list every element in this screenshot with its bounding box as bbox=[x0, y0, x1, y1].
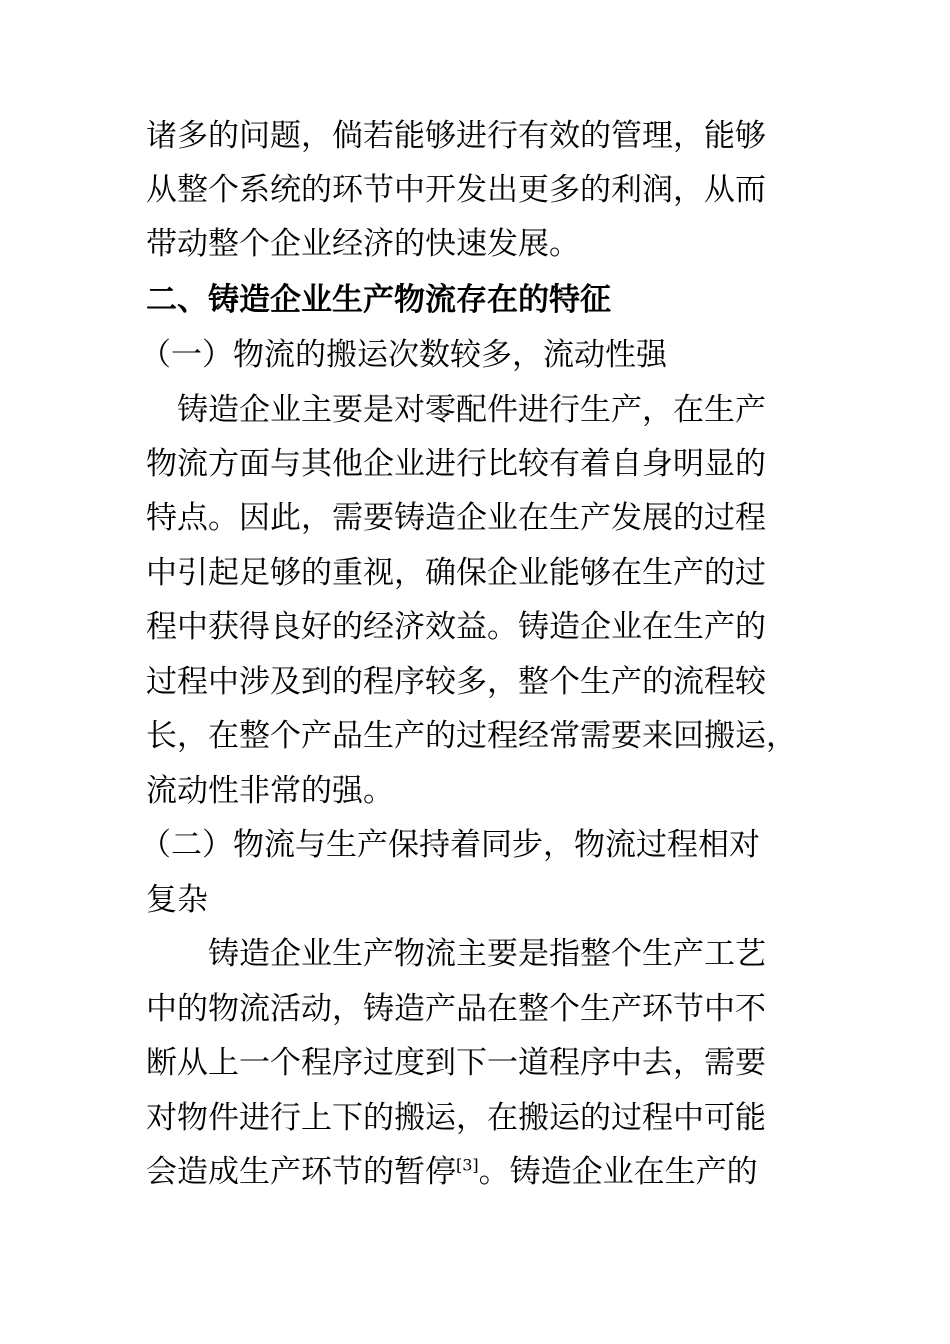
paragraph-line: 特点。因此，需要铸造企业在生产发展的过程 bbox=[146, 500, 766, 536]
paragraph-line: 程中获得良好的经济效益。铸造企业在生产的 bbox=[146, 609, 766, 645]
paragraph-line: 对物件进行上下的搬运，在搬运的过程中可能 bbox=[146, 1100, 766, 1136]
paragraph-line bbox=[146, 1152, 758, 1192]
subsection-heading: （一）物流的搬运次数较多，流动性强 bbox=[140, 337, 667, 373]
citation-reference[interactable]: [3] bbox=[456, 1155, 479, 1175]
paragraph-line: 断从上一个程序过度到下一道程序中去，需要 bbox=[146, 1045, 766, 1081]
paragraph-text: 。铸造企业在生产的 bbox=[478, 1154, 758, 1190]
paragraph-line: 物流方面与其他企业进行比较有着自身明显的 bbox=[146, 446, 766, 482]
paragraph-line: 过程中涉及到的程序较多，整个生产的流程较 bbox=[146, 664, 766, 700]
paragraph-line: 铸造企业主要是对零配件进行生产，在生产 bbox=[146, 392, 766, 428]
section-heading: 二、铸造企业生产物流存在的特征 bbox=[146, 282, 611, 318]
paragraph-line: 从整个系统的环节中开发出更多的利润，从而 bbox=[146, 172, 766, 208]
paragraph-text: 会造成生产环节的暂停 bbox=[146, 1154, 456, 1190]
paragraph-line: 铸造企业生产物流主要是指整个生产工艺 bbox=[146, 936, 766, 972]
paragraph-line: 中引起足够的重视，确保企业能够在生产的过 bbox=[146, 555, 766, 591]
subsection-heading-continued: 复杂 bbox=[146, 882, 208, 918]
paragraph-line: 长，在整个产品生产的过程经常需要来回搬运， bbox=[146, 718, 797, 754]
paragraph-line: 流动性非常的强。 bbox=[146, 773, 394, 809]
paragraph-line: 诸多的问题，倘若能够进行有效的管理，能够 bbox=[146, 118, 766, 154]
subsection-heading: （二）物流与生产保持着同步，物流过程相对 bbox=[140, 827, 760, 863]
paragraph-line: 带动整个企业经济的快速发展。 bbox=[146, 226, 580, 262]
paragraph-line: 中的物流活动，铸造产品在整个生产环节中不 bbox=[146, 991, 766, 1027]
